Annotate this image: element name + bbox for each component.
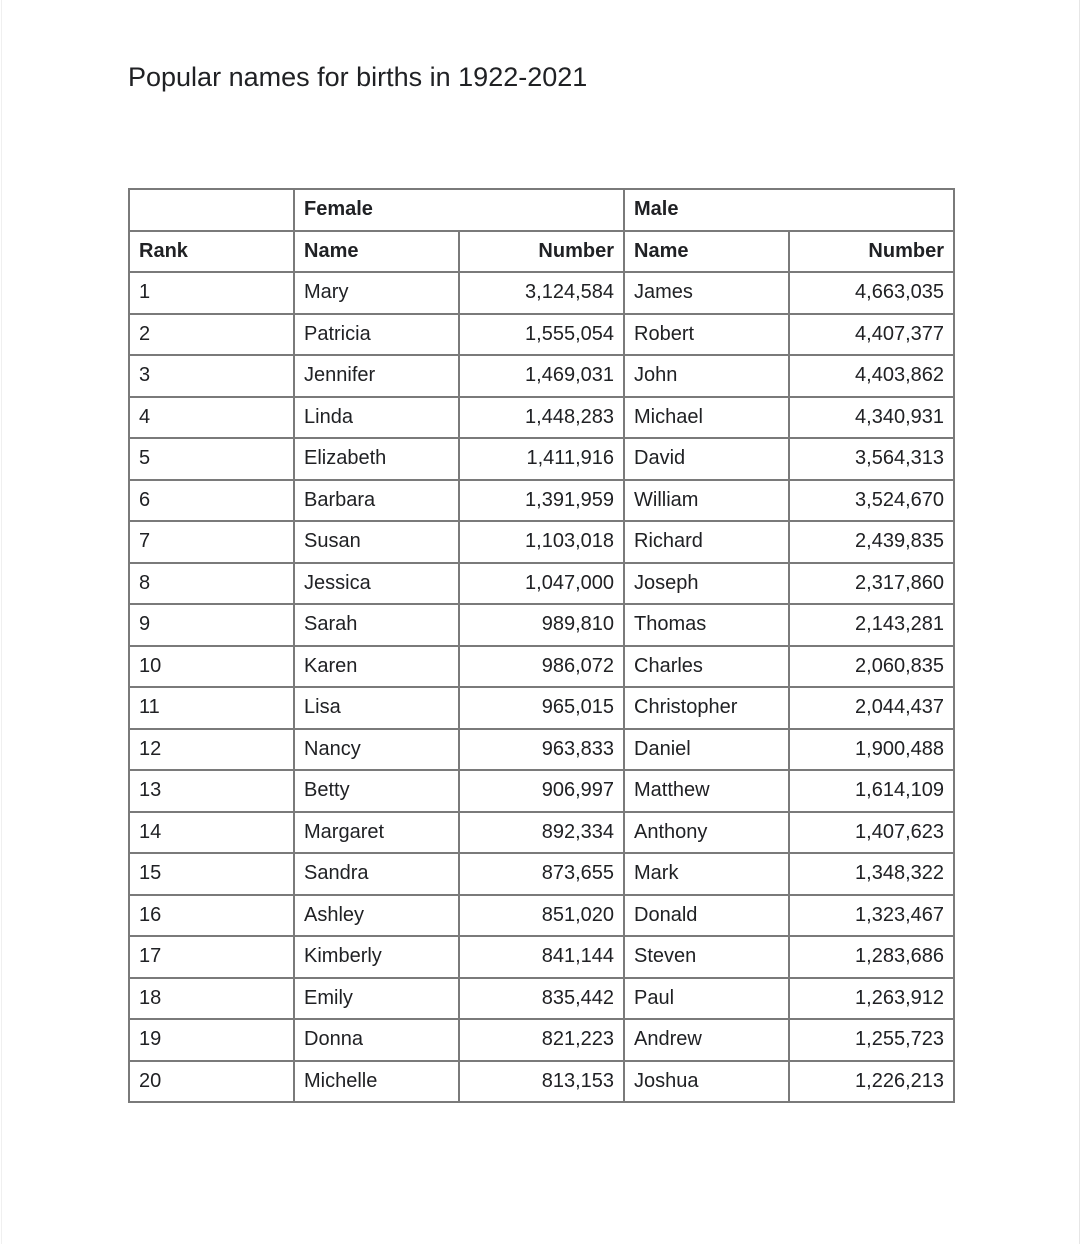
female-number-cell: 963,833 [459, 729, 624, 771]
table-body [129, 272, 954, 1102]
female-name-cell: Karen [294, 646, 459, 688]
male-name-cell: James [624, 272, 789, 314]
table-row [129, 895, 954, 937]
group-header-female: Female [294, 189, 624, 231]
male-number-cell: 1,283,686 [789, 936, 954, 978]
male-number-cell: 1,900,488 [789, 729, 954, 771]
rank-cell: 11 [129, 687, 294, 729]
female-name-cell: Nancy [294, 729, 459, 771]
female-number-cell: 851,020 [459, 895, 624, 937]
female-name-cell: Michelle [294, 1061, 459, 1103]
male-name-cell: Steven [624, 936, 789, 978]
table-row [129, 853, 954, 895]
rank-cell: 19 [129, 1019, 294, 1061]
rank-cell: 3 [129, 355, 294, 397]
table-row [129, 770, 954, 812]
male-name-cell: Anthony [624, 812, 789, 854]
female-number-cell: 1,469,031 [459, 355, 624, 397]
male-number-cell: 2,060,835 [789, 646, 954, 688]
table-row [129, 355, 954, 397]
rank-cell: 12 [129, 729, 294, 771]
female-number-cell: 986,072 [459, 646, 624, 688]
table-row [129, 687, 954, 729]
column-header-female-number: Number [459, 231, 624, 273]
table-row [129, 272, 954, 314]
rank-cell: 9 [129, 604, 294, 646]
male-name-cell: David [624, 438, 789, 480]
male-number-cell: 3,564,313 [789, 438, 954, 480]
table-row [129, 563, 954, 605]
group-header-row [129, 189, 954, 231]
male-number-cell: 1,226,213 [789, 1061, 954, 1103]
table-row [129, 1061, 954, 1103]
rank-cell: 4 [129, 397, 294, 439]
female-number-cell: 1,555,054 [459, 314, 624, 356]
rank-cell: 6 [129, 480, 294, 522]
female-number-cell: 3,124,584 [459, 272, 624, 314]
rank-cell: 10 [129, 646, 294, 688]
rank-cell: 13 [129, 770, 294, 812]
male-name-cell: Charles [624, 646, 789, 688]
female-name-cell: Susan [294, 521, 459, 563]
male-number-cell: 3,524,670 [789, 480, 954, 522]
male-number-cell: 4,407,377 [789, 314, 954, 356]
female-number-cell: 965,015 [459, 687, 624, 729]
male-name-cell: Donald [624, 895, 789, 937]
rank-cell: 15 [129, 853, 294, 895]
male-name-cell: Richard [624, 521, 789, 563]
female-number-cell: 892,334 [459, 812, 624, 854]
male-name-cell: Thomas [624, 604, 789, 646]
table-row [129, 1019, 954, 1061]
rank-cell: 8 [129, 563, 294, 605]
column-header-female-name: Name [294, 231, 459, 273]
male-number-cell: 2,044,437 [789, 687, 954, 729]
male-number-cell: 1,614,109 [789, 770, 954, 812]
female-name-cell: Emily [294, 978, 459, 1020]
document-page [1, 0, 1080, 1244]
table-row [129, 604, 954, 646]
female-name-cell: Lisa [294, 687, 459, 729]
table-row [129, 812, 954, 854]
female-number-cell: 835,442 [459, 978, 624, 1020]
female-name-cell: Mary [294, 272, 459, 314]
female-number-cell: 1,391,959 [459, 480, 624, 522]
male-name-cell: Paul [624, 978, 789, 1020]
rank-cell: 17 [129, 936, 294, 978]
male-number-cell: 1,323,467 [789, 895, 954, 937]
female-number-cell: 841,144 [459, 936, 624, 978]
female-name-cell: Jennifer [294, 355, 459, 397]
male-name-cell: John [624, 355, 789, 397]
female-name-cell: Ashley [294, 895, 459, 937]
male-number-cell: 2,317,860 [789, 563, 954, 605]
female-name-cell: Barbara [294, 480, 459, 522]
female-number-cell: 1,103,018 [459, 521, 624, 563]
page-title: Popular names for births in 1922-2021 [128, 62, 588, 92]
male-number-cell: 4,340,931 [789, 397, 954, 439]
column-header-rank: Rank [129, 231, 294, 273]
rank-cell: 14 [129, 812, 294, 854]
table-row [129, 936, 954, 978]
female-number-cell: 989,810 [459, 604, 624, 646]
male-number-cell: 4,663,035 [789, 272, 954, 314]
table-row [129, 480, 954, 522]
female-name-cell: Sandra [294, 853, 459, 895]
table-row [129, 314, 954, 356]
male-name-cell: Daniel [624, 729, 789, 771]
male-name-cell: Joseph [624, 563, 789, 605]
table-row [129, 978, 954, 1020]
male-number-cell: 1,407,623 [789, 812, 954, 854]
female-number-cell: 1,047,000 [459, 563, 624, 605]
rank-cell: 2 [129, 314, 294, 356]
rank-cell: 5 [129, 438, 294, 480]
table-row [129, 438, 954, 480]
male-name-cell: Andrew [624, 1019, 789, 1061]
male-name-cell: Christopher [624, 687, 789, 729]
male-number-cell: 1,263,912 [789, 978, 954, 1020]
female-number-cell: 906,997 [459, 770, 624, 812]
rank-cell: 16 [129, 895, 294, 937]
female-name-cell: Linda [294, 397, 459, 439]
column-header-row [129, 231, 954, 273]
female-name-cell: Kimberly [294, 936, 459, 978]
male-name-cell: Michael [624, 397, 789, 439]
female-number-cell: 873,655 [459, 853, 624, 895]
male-number-cell: 2,439,835 [789, 521, 954, 563]
male-number-cell: 1,255,723 [789, 1019, 954, 1061]
group-header-empty [129, 189, 294, 231]
female-name-cell: Betty [294, 770, 459, 812]
male-name-cell: William [624, 480, 789, 522]
female-number-cell: 1,448,283 [459, 397, 624, 439]
female-name-cell: Margaret [294, 812, 459, 854]
female-name-cell: Donna [294, 1019, 459, 1061]
table-row [129, 646, 954, 688]
column-header-male-name: Name [624, 231, 789, 273]
table-row [129, 729, 954, 771]
male-name-cell: Mark [624, 853, 789, 895]
female-name-cell: Jessica [294, 563, 459, 605]
table-row [129, 521, 954, 563]
female-name-cell: Patricia [294, 314, 459, 356]
column-header-male-number: Number [789, 231, 954, 273]
male-number-cell: 4,403,862 [789, 355, 954, 397]
rank-cell: 20 [129, 1061, 294, 1103]
female-number-cell: 1,411,916 [459, 438, 624, 480]
male-number-cell: 2,143,281 [789, 604, 954, 646]
female-name-cell: Elizabeth [294, 438, 459, 480]
table-row [129, 397, 954, 439]
rank-cell: 1 [129, 272, 294, 314]
rank-cell: 18 [129, 978, 294, 1020]
male-name-cell: Joshua [624, 1061, 789, 1103]
female-name-cell: Sarah [294, 604, 459, 646]
rank-cell: 7 [129, 521, 294, 563]
male-name-cell: Matthew [624, 770, 789, 812]
female-number-cell: 813,153 [459, 1061, 624, 1103]
popular-names-table [128, 188, 955, 1103]
male-name-cell: Robert [624, 314, 789, 356]
female-number-cell: 821,223 [459, 1019, 624, 1061]
group-header-male: Male [624, 189, 954, 231]
male-number-cell: 1,348,322 [789, 853, 954, 895]
